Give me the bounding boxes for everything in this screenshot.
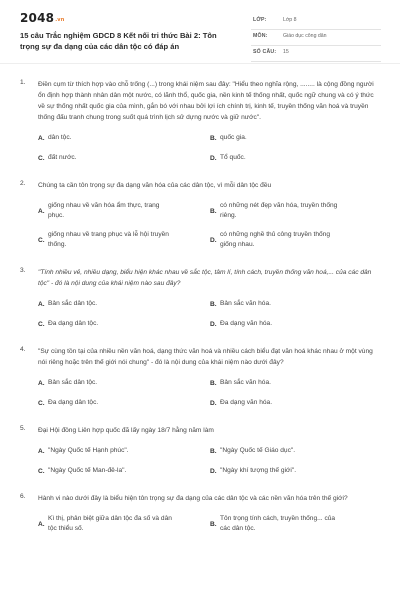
option-letter: C.: [38, 399, 45, 407]
document-title: 15 câu Trắc nghiệm GDCD 8 Kết nối tri thức Bài 2: Tôn trọng sự đa dạng của các dân tộc có đáp án: [20, 31, 217, 51]
option-text: "Ngày Quốc tế Man-đê-la".: [48, 467, 127, 474]
answer-option[interactable]: [38, 378, 210, 388]
option-text: Tổ quốc.: [220, 154, 246, 161]
option-text: "Ngày khí tượng thế giới".: [220, 467, 297, 474]
question-item: [0, 267, 400, 329]
option-letter: B.: [210, 447, 217, 455]
option-text: Đa dạng dân tộc.: [48, 399, 99, 406]
option-text: Bản sắc dân tộc.: [48, 300, 98, 307]
option-text: quốc gia.: [220, 134, 247, 141]
question-number: 6.: [20, 493, 26, 500]
option-text: có những nét đẹp văn hóa, truyền thống riêng.: [220, 202, 338, 219]
answer-option[interactable]: [210, 466, 382, 476]
question-list: [0, 79, 400, 551]
question-item: [0, 425, 400, 476]
question-number: 1.: [20, 79, 26, 86]
option-letter: A.: [38, 379, 45, 387]
question-number: 3.: [20, 267, 26, 274]
question-stem: "Tính nhiều vẻ, nhiều dạng, biểu hiện khác nhau về sắc tộc, tâm lí, tính cách, truyền thống văn hoá,... của các dân tộc" - đó là nội dung của khái niệm nào sau đây?: [38, 269, 372, 287]
option-letter: B.: [210, 520, 217, 528]
option-text: đất nước.: [48, 154, 77, 161]
site-logo[interactable]: [20, 11, 65, 25]
option-text: Bản sắc văn hóa.: [220, 300, 271, 307]
option-text: Đa dạng văn hóa.: [220, 399, 273, 406]
option-text: Bản sắc dân tộc.: [48, 379, 98, 386]
option-letter: C.: [38, 320, 45, 328]
answer-options: [38, 514, 383, 534]
meta-label: LỚP:: [253, 17, 267, 23]
meta-label: MÔN:: [253, 33, 268, 39]
header-divider: [0, 63, 400, 64]
answer-option[interactable]: [210, 230, 382, 250]
answer-option[interactable]: [210, 446, 382, 456]
answer-option[interactable]: [38, 319, 210, 329]
question-stem: Đại Hội đồng Liên hợp quốc đã lấy ngày 18/7 hằng năm làm: [38, 427, 214, 434]
meta-value: Lớp 8: [283, 17, 297, 23]
question-number: 2.: [20, 180, 26, 187]
meta-row-subject: [251, 30, 381, 46]
option-letter: B.: [210, 300, 217, 308]
option-letter: B.: [210, 134, 217, 142]
answer-option[interactable]: [210, 514, 382, 534]
question-stem: "Sự cùng tồn tại của nhiều nền văn hoá, dạng thức văn hoá và nhiều cách biểu đạt văn hoá khác nhau ở một vùng nói riêng hoặc trên thế giới nói chung" - đó là nội dung của khái niệm nào dưới đây?: [38, 348, 373, 366]
question-number: 5.: [20, 425, 26, 432]
option-letter: D.: [210, 467, 217, 475]
meta-value: Giáo dục công dân: [283, 33, 327, 39]
answer-option[interactable]: [38, 133, 210, 143]
answer-options: [38, 299, 383, 329]
answer-option[interactable]: [210, 201, 382, 221]
option-text: "Ngày Quốc tế Giáo dục".: [220, 447, 296, 454]
option-letter: B.: [210, 207, 217, 215]
option-letter: D.: [210, 399, 217, 407]
option-letter: D.: [210, 320, 217, 328]
answer-option[interactable]: [38, 230, 210, 250]
option-text: Đa dạng dân tộc.: [48, 320, 99, 327]
question-stem: Chúng ta cần tôn trọng sự đa dạng văn hóa của các dân tộc, vì mỗi dân tộc đều: [38, 182, 272, 189]
logo-suffix: .vn: [55, 17, 65, 23]
meta-table: [251, 14, 381, 62]
option-text: Kì thị, phân biệt giữa dân tộc đa số và dân tộc thiểu số.: [48, 515, 172, 532]
option-text: có những nghề thủ công truyền thống giống nhau.: [220, 231, 330, 248]
question-stem: Điền cụm từ thích hợp vào chỗ trống (...) trong khái niệm sau đây: "Hiểu theo nghĩa rộng, ........ là cộng đồng người ổn định hợp thành nhân dân một nước, có lãnh thổ, quốc gia, nền kinh tế thống nhất, quốc ngữ chung và có ý thức về sự thống nhất quốc gia của mình, gắn bó với nhau bởi lợi ích chính trị, kinh tế, truyền thống văn hoá và truyền thống đấu tranh chung trong suốt quá trình lịch sử dựng nước và giữ nước".: [38, 81, 374, 121]
answer-option[interactable]: [210, 299, 382, 309]
option-letter: D.: [210, 236, 217, 244]
answer-option[interactable]: [38, 201, 210, 221]
meta-row-count: [251, 46, 381, 62]
option-letter: D.: [210, 154, 217, 162]
option-letter: A.: [38, 520, 45, 528]
option-letter: A.: [38, 134, 45, 142]
option-text: Tôn trọng tính cách, truyền thống... của các dân tộc.: [220, 515, 336, 532]
question-item: [0, 346, 400, 408]
option-text: Bản sắc văn hóa.: [220, 379, 271, 386]
option-text: Đa dạng văn hóa.: [220, 320, 273, 327]
question-item: [0, 180, 400, 250]
answer-option[interactable]: [38, 153, 210, 163]
meta-label: SỐ CÂU:: [253, 49, 277, 55]
option-letter: C.: [38, 467, 45, 475]
meta-value: 15: [283, 49, 289, 55]
document-header: [0, 0, 400, 62]
question-stem: Hành vi nào dưới đây là biểu hiện tôn trọng sự đa dạng của các dân tộc và các nền văn hóa trên thế giới?: [38, 495, 348, 502]
answer-options: [38, 201, 383, 250]
answer-option[interactable]: [38, 299, 210, 309]
option-letter: B.: [210, 379, 217, 387]
option-text: giống nhau về văn hóa ẩm thực, trang phục.: [48, 202, 160, 219]
option-text: giống nhau về trang phục và lễ hội truyền thống.: [48, 231, 169, 248]
answer-options: [38, 446, 383, 476]
option-letter: C.: [38, 236, 45, 244]
question-item: [0, 493, 400, 534]
option-letter: A.: [38, 207, 45, 215]
answer-option[interactable]: [210, 319, 382, 329]
option-text: dân tộc.: [48, 134, 72, 141]
answer-option[interactable]: [210, 378, 382, 388]
logo-main: 2048: [20, 11, 55, 25]
question-item: [0, 79, 400, 163]
question-number: 4.: [20, 346, 26, 353]
answer-options: [38, 133, 383, 163]
option-letter: C.: [38, 154, 45, 162]
meta-row-class: [251, 14, 381, 30]
answer-option[interactable]: [210, 153, 382, 163]
answer-option[interactable]: [38, 466, 210, 476]
option-letter: A.: [38, 447, 45, 455]
option-letter: A.: [38, 300, 45, 308]
option-text: "Ngày Quốc tế Hạnh phúc".: [48, 447, 129, 454]
answer-option[interactable]: [210, 133, 382, 143]
answer-option[interactable]: [38, 398, 210, 408]
answer-option[interactable]: [38, 446, 210, 456]
answer-option[interactable]: [210, 398, 382, 408]
answer-option[interactable]: [38, 514, 210, 534]
answer-options: [38, 378, 383, 408]
